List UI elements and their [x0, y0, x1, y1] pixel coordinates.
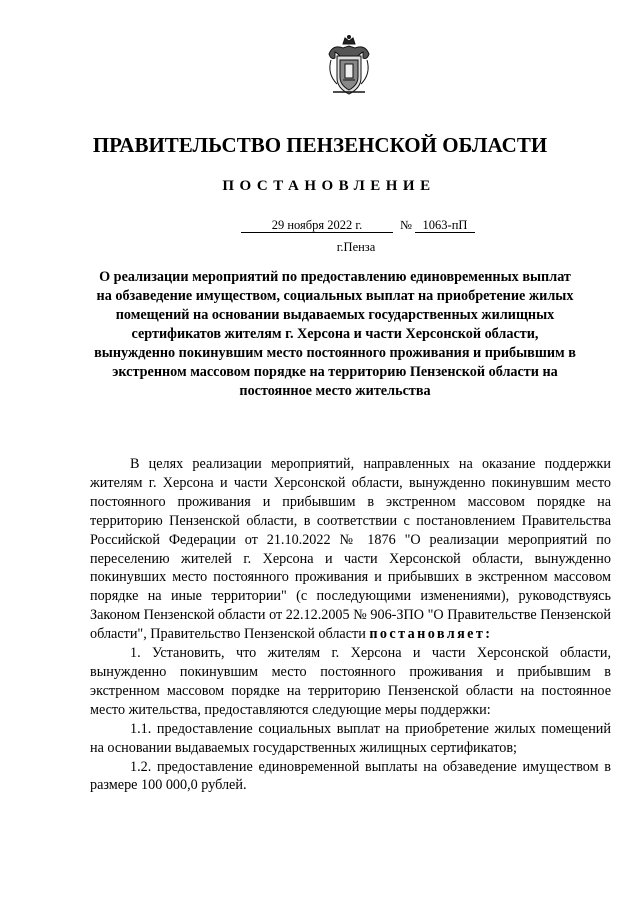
document-subject: О реализации мероприятий по предоставлению единовременных выплат на обзаведение имуществом, социальных выплат на приобретение жилых помещений на основании выдаваемых государственных жилищных сертификатов жителям г. Херсона и части Херсонской области, вынужденно покинувшим место постоянного проживания и прибывшим в экстренном массовом порядке на территорию Пензенской области на постоянное место жительства — [94, 269, 576, 399]
resolves-phrase: постановляет: — [369, 626, 493, 643]
coat-of-arms-icon — [323, 34, 375, 98]
government-name-heading: ПРАВИТЕЛЬСТВО ПЕНЗЕНСКОЙ ОБЛАСТИ — [92, 133, 548, 157]
item-1-paragraph: 1. Установить, что жителям г. Херсона и части Херсонской области, вынужденно покинувшим место постоянного проживания и прибывшим в экстренном массовом порядке на территорию Пензенской области на постоянное место жительства, предоставляются следующие меры поддержки: — [90, 645, 611, 718]
document-number: 1063-пП — [415, 218, 475, 233]
document-meta-row — [0, 218, 640, 238]
number-sign: № — [400, 218, 412, 232]
document-date: 29 ноября 2022 г. — [241, 218, 393, 233]
document-body — [90, 455, 611, 795]
item-1-1-paragraph: 1.1. предоставление социальных выплат на приобретение жилых помещений на основании выдаваемых государственных жилищных сертификатов; — [90, 720, 611, 756]
preamble-paragraph — [90, 455, 611, 644]
item-1-2-paragraph: 1.2. предоставление единовременной выплаты на обзаведение имуществом в размере 100 000,0 рублей. — [90, 758, 611, 794]
document-city: г.Пенза — [336, 240, 376, 254]
preamble-text: В целях реализации мероприятий, направленных на оказание поддержки жителям г. Херсона и части Херсонской области, вынужденно покинувшим место постоянного проживания и прибывшим в экстренном массовом порядке на территорию Пензенской области, в соответствии с постановлением Правительства Российской Федерации от 21.10.2022 № 1876 "О реализации мероприятий по переселению жителей г. Херсона и части Херсонской области, вынужденно покинувших место постоянного проживания и прибывших в экстренном массовом порядке на иные территории" (с последующими изменениями), руководствуясь Законом Пензенской области от 22.12.2005 № 906-ЗПО "О Правительстве Пензенской области", Правительство Пензенской области — [90, 456, 611, 643]
document-type-heading: ПОСТАНОВЛЕНИЕ — [222, 178, 436, 194]
